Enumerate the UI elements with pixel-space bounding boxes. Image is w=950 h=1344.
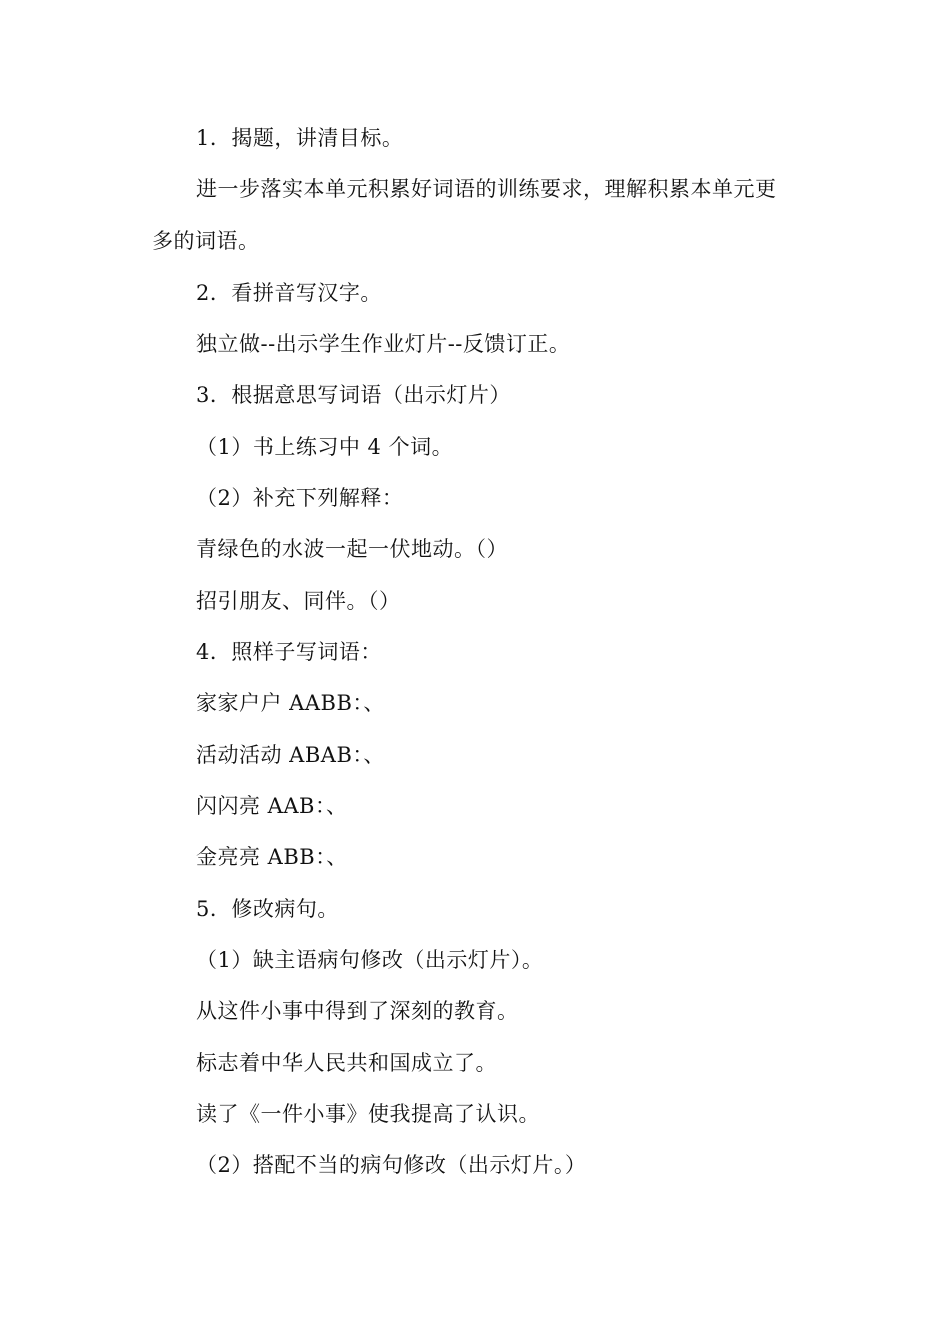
paragraph-2: 独立做--出示学生作业灯片--反馈订正。 [196, 332, 571, 356]
exercise-line: 标志着中华人民共和国成立了。 [196, 1051, 497, 1075]
exercise-line: 家家户户 AABB：、 [196, 691, 385, 715]
sub-item-3-2: （2）补充下列解释： [196, 486, 404, 510]
exercise-line: 金亮亮 ABB：、 [196, 845, 348, 869]
heading-3: 3．根据意思写词语（出示灯片） [196, 383, 511, 407]
exercise-line: 从这件小事中得到了深刻的教育。 [196, 999, 519, 1023]
heading-4: 4．照样子写词语： [196, 640, 382, 664]
heading-5: 5．修改病句。 [196, 897, 339, 921]
exercise-line: 招引朋友、同伴。（） [196, 589, 401, 613]
exercise-line: 读了《一件小事》使我提高了认识。 [196, 1102, 540, 1126]
paragraph-1-line-2: 多的词语。 [152, 229, 260, 253]
exercise-line: 活动活动 ABAB：、 [196, 743, 385, 767]
sub-item-3-1: （1）书上练习中 4 个词。 [196, 435, 454, 459]
heading-2: 2．看拼音写汉字。 [196, 281, 382, 305]
heading-1: 1．揭题，讲清目标。 [196, 126, 404, 150]
sub-item-5-2: （2）搭配不当的病句修改（出示灯片。） [196, 1153, 587, 1177]
paragraph-1-line-1: 进一步落实本单元积累好词语的训练要求，理解积累本单元更 [196, 177, 777, 201]
exercise-line: 闪闪亮 AAB：、 [196, 794, 348, 818]
exercise-line: 青绿色的水波一起一伏地动。（） [196, 537, 508, 561]
sub-item-5-1: （1）缺主语病句修改（出示灯片）。 [196, 948, 544, 972]
